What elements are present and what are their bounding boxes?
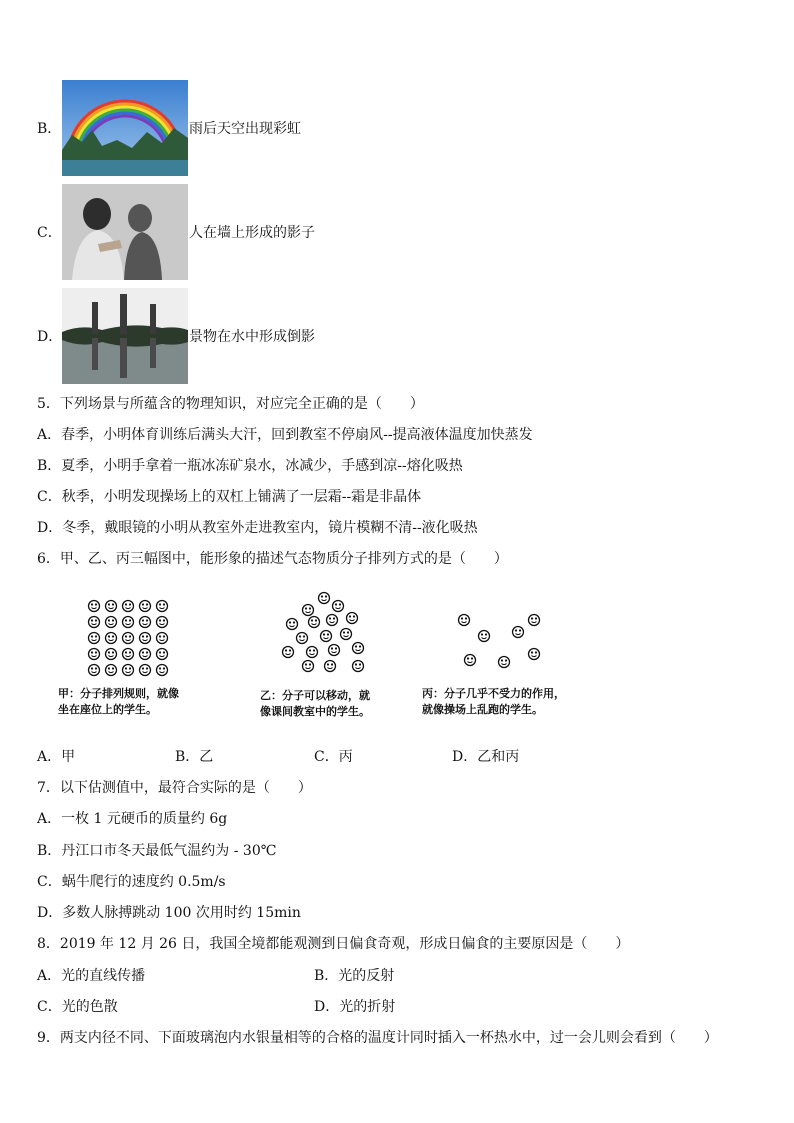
figure-caption: 乙：分子可以移动，就 <box>260 689 370 702</box>
molecule-icon <box>283 647 294 658</box>
molecule-icon <box>157 601 168 612</box>
molecule-icon <box>106 617 117 628</box>
molecule-icon <box>303 605 314 616</box>
question-7-option-c: C．蜗牛爬行的速度约 0.5m/s <box>37 874 226 890</box>
molecule-icon <box>479 631 490 642</box>
molecule-icon <box>89 665 100 676</box>
molecule-icon <box>325 661 336 672</box>
option-caption: 景物在水中形成倒影 <box>189 329 315 345</box>
option-label: B． <box>37 121 62 137</box>
molecule-icon <box>123 649 134 660</box>
question-8-stem: 8．2019 年 12 月 26 日，我国全境都能观测到日偏食奇观，形成日偏食的主要原因是（ ） <box>37 936 630 952</box>
question-6-option-d: D．乙和丙 <box>452 749 520 765</box>
molecule-icon <box>329 645 340 656</box>
question-7-option-d: D．多数人脉搏跳动 100 次用时约 15min <box>37 905 301 921</box>
solid-molecule-grid <box>86 598 178 678</box>
molecule-icon <box>140 665 151 676</box>
rainbow-photo <box>62 80 188 176</box>
molecule-icon <box>157 633 168 644</box>
question-7-stem: 7．以下估测值中，最符合实际的是（ ） <box>37 780 312 796</box>
molecule-icon <box>353 643 364 654</box>
molecule-icon <box>89 601 100 612</box>
molecule-icon <box>327 615 338 626</box>
molecule-icon <box>321 631 332 642</box>
molecule-icon <box>140 649 151 660</box>
question-8-option-a: A．光的直线传播 <box>37 968 146 984</box>
option-caption: 人在墙上形成的影子 <box>189 225 315 241</box>
question-5-stem: 5．下列场景与所蕴含的物理知识，对应完全正确的是（ ） <box>37 396 424 412</box>
question-8-option-c: C．光的色散 <box>37 999 118 1015</box>
molecule-icon <box>123 617 134 628</box>
question-6-option-b: B．乙 <box>175 749 214 765</box>
option-caption: 雨后天空出现彩虹 <box>189 121 301 137</box>
molecule-icon <box>307 647 318 658</box>
molecule-icon <box>499 657 510 668</box>
molecule-icon <box>297 633 308 644</box>
gas-molecule-scatter <box>450 610 550 672</box>
molecule-icon <box>309 617 320 628</box>
molecule-icon <box>459 615 470 626</box>
molecule-icon <box>106 665 117 676</box>
shadow-photo <box>62 184 188 280</box>
molecule-icon <box>353 661 364 672</box>
question-5-option-b: B．夏季，小明手拿着一瓶冰冻矿泉水，冰减少，手感到凉--熔化吸热 <box>37 458 463 474</box>
question-9-stem: 9．两支内径不同、下面玻璃泡内水银量相等的合格的温度计同时插入一杯热水中，过一会儿则会看到（ ） <box>37 1030 718 1046</box>
liquid-molecule-cluster <box>278 590 378 680</box>
reflection-photo <box>62 288 188 384</box>
molecule-icon <box>140 617 151 628</box>
question-5-option-c: C．秋季，小明发现操场上的双杠上铺满了一层霜--霜是非晶体 <box>37 489 422 505</box>
molecule-icon <box>513 627 524 638</box>
question-7-option-a: A．一枚 1 元硬币的质量约 6g <box>37 811 228 827</box>
molecule-icon <box>89 617 100 628</box>
molecule-icon <box>157 649 168 660</box>
molecule-icon <box>123 633 134 644</box>
molecule-icon <box>333 601 344 612</box>
molecule-icon <box>89 649 100 660</box>
molecule-icon <box>123 601 134 612</box>
molecule-icon <box>529 615 540 626</box>
molecule-icon <box>287 619 298 630</box>
question-8-option-d: D．光的折射 <box>314 999 396 1015</box>
question-5-option-a: A．春季，小明体育训练后满头大汗，回到教室不停扇风--提高液体温度加快蒸发 <box>37 427 533 443</box>
molecule-icon <box>89 633 100 644</box>
figure-caption: 甲：分子排列规则，就像 <box>58 687 179 700</box>
figure-caption: 像课间教室中的学生。 <box>260 705 370 718</box>
molecule-icon <box>140 633 151 644</box>
molecule-icon <box>123 665 134 676</box>
question-6-option-a: A．甲 <box>37 749 76 765</box>
question-7-option-b: B．丹江口市冬天最低气温约为 - 30℃ <box>37 843 277 859</box>
molecule-icon <box>341 629 352 640</box>
question-5-option-d: D．冬季，戴眼镜的小明从教室外走进教室内，镜片模糊不清--液化吸热 <box>37 520 478 536</box>
molecule-icon <box>319 593 330 604</box>
figure-caption: 坐在座位上的学生。 <box>58 703 157 716</box>
molecule-icon <box>140 601 151 612</box>
option-label: D． <box>37 329 63 345</box>
molecule-icon <box>106 649 117 660</box>
figure-caption: 就像操场上乱跑的学生。 <box>422 703 543 716</box>
option-label: C． <box>37 225 62 241</box>
molecule-icon <box>465 655 476 666</box>
question-6-stem: 6．甲、乙、丙三幅图中，能形象的描述气态物质分子排列方式的是（ ） <box>37 551 508 567</box>
molecule-icon <box>157 665 168 676</box>
molecule-icon <box>106 633 117 644</box>
question-8-option-b: B．光的反射 <box>314 968 395 984</box>
molecule-icon <box>106 601 117 612</box>
question-6-option-c: C．丙 <box>314 749 353 765</box>
molecule-icon <box>303 661 314 672</box>
figure-caption: 丙：分子几乎不受力的作用， <box>422 687 565 700</box>
molecule-icon <box>529 649 540 660</box>
molecule-icon <box>347 613 358 624</box>
molecule-icon <box>157 617 168 628</box>
